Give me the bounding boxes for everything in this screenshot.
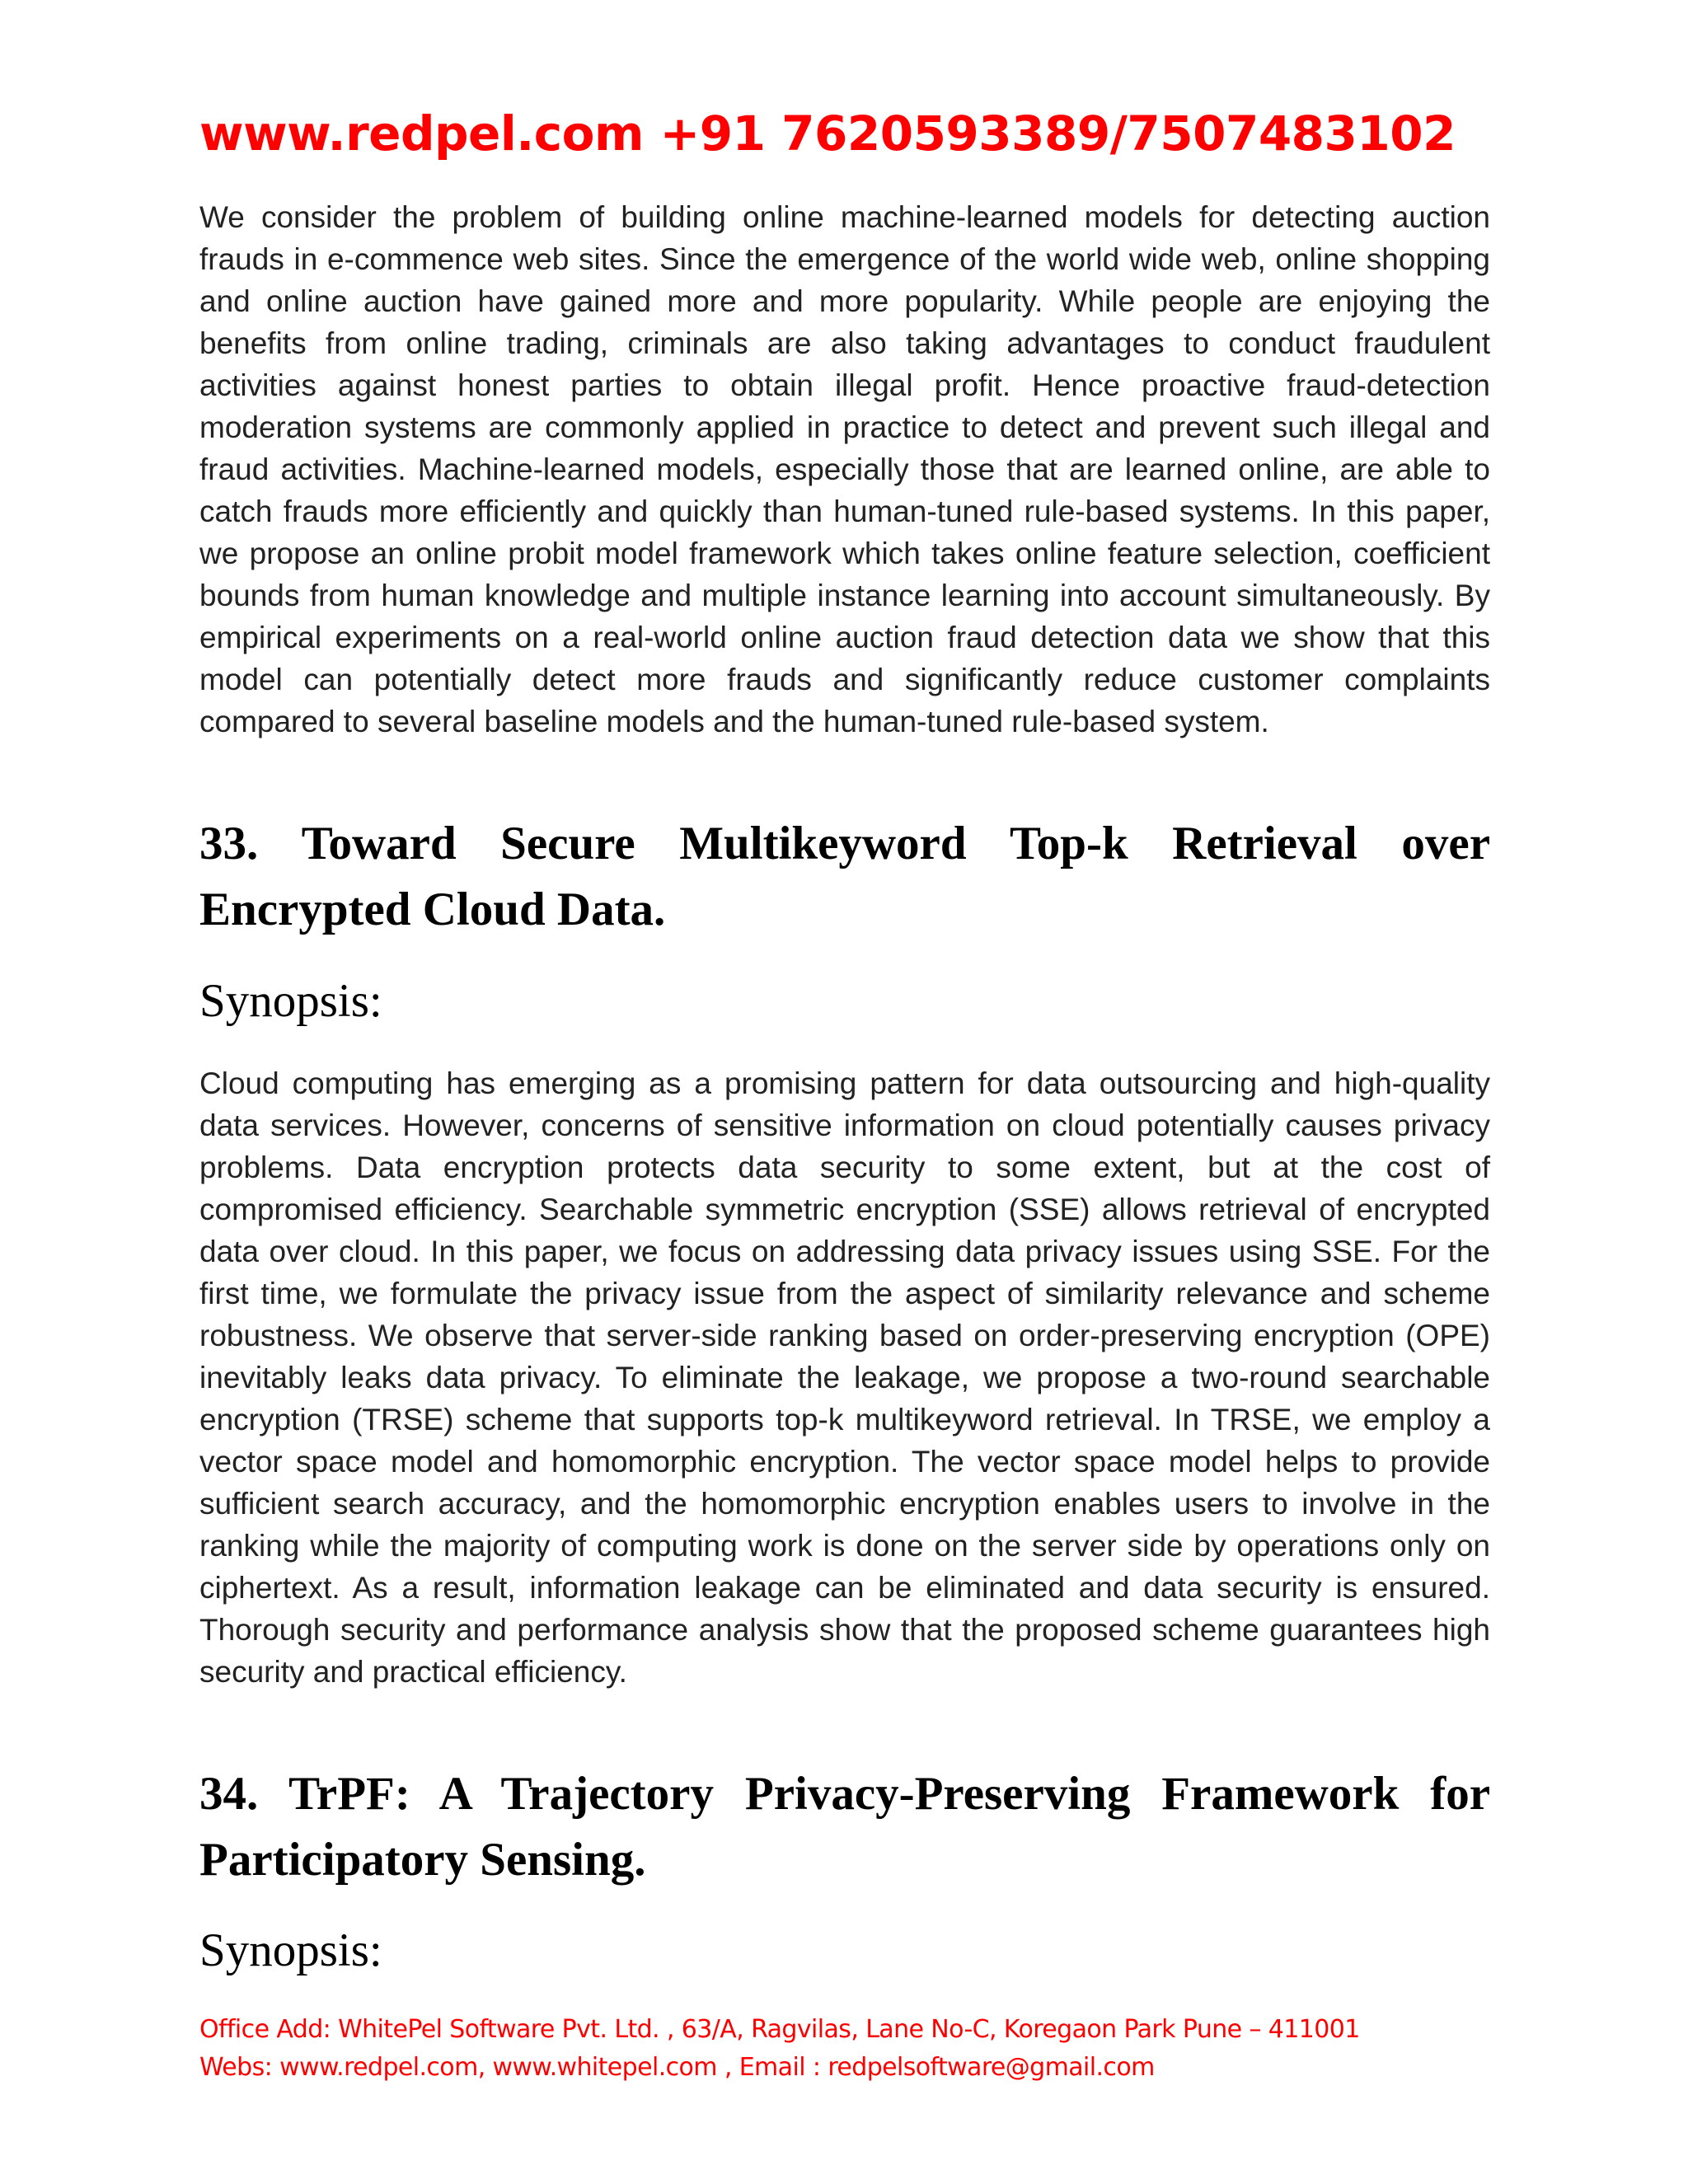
footer-web-links: Webs: www.redpel.com, www.whitepel.com , Email : redpelsoftware@gmail.com: [199, 2053, 1155, 2082]
synopsis-label-33: Synopsis:: [199, 975, 382, 1027]
page-footer: [199, 2011, 1518, 2087]
abstract-paragraph-auction-fraud: We consider the problem of building online machine-learned models for detecting auction frauds in e-commence web sites. Since the emergence of the world wide web, online shopping and online auction have gained more and more popularity. While people are enjoying the benefits from online trading, criminals are also taking advantages to conduct fraudulent activities against honest parties to obtain illegal profit. Hence proactive fraud-detection moderation systems are commonly applied in practice to detect and prevent such illegal and fraud activities. Machine-learned models, especially those that are learned online, are able to catch frauds more efficiently and quickly than human-tuned rule-based systems. In this paper, we propose an online probit model framework which takes online feature selection, coefficient bounds from human knowledge and multiple instance learning into account simultaneously. By empirical experiments on a real-world online auction fraud detection data we show that this model can potentially detect more frauds and significantly reduce customer complaints compared to several baseline models and the human-tuned rule-based system.: [199, 200, 1490, 738]
header-contact-line: www.redpel.com +91 7620593389/7507483102: [199, 105, 1456, 162]
synopsis-label-34: Synopsis:: [199, 1924, 382, 1976]
synopsis-paragraph-33: Cloud computing has emerging as a promising pattern for data outsourcing and high-quality data services. However, concerns of sensitive information on cloud potentially causes privacy problems. Data encryption protects data security to some extent, but at the cost of compromised efficiency. Searchable symmetric encryption (SSE) allows retrieval of encrypted data over cloud. In this paper, we focus on addressing data privacy issues using SSE. For the first time, we formulate the privacy issue from the aspect of similarity relevance and scheme robustness. We observe that server-side ranking based on order-preserving encryption (OPE) inevitably leaks data privacy. To eliminate the leakage, we propose a two-round searchable encryption (TRSE) scheme that supports top-k multikeyword retrieval. In TRSE, we employ a vector space model and homomorphic encryption. The vector space model helps to provide sufficient search accuracy, and the homomorphic encryption enables users to involve in the ranking while the majority of computing work is done on the server side by operations only on ciphertext. As a result, information leakage can be eliminated and data security is ensured. Thorough security and performance analysis show that the proposed scheme guarantees high security and practical efficiency.: [199, 1066, 1490, 1689]
section-title-34: 34. TrPF: A Trajectory Privacy-Preserving Framework for Participatory Sensing.: [199, 1768, 1490, 1886]
section-title-33: 33. Toward Secure Multikeyword Top-k Retrieval over Encrypted Cloud Data.: [199, 818, 1490, 935]
footer-office-address: Office Add: WhitePel Software Pvt. Ltd. , 63/A, Ragvilas, Lane No-C, Koregaon Park Pune – 411001: [199, 2015, 1360, 2044]
